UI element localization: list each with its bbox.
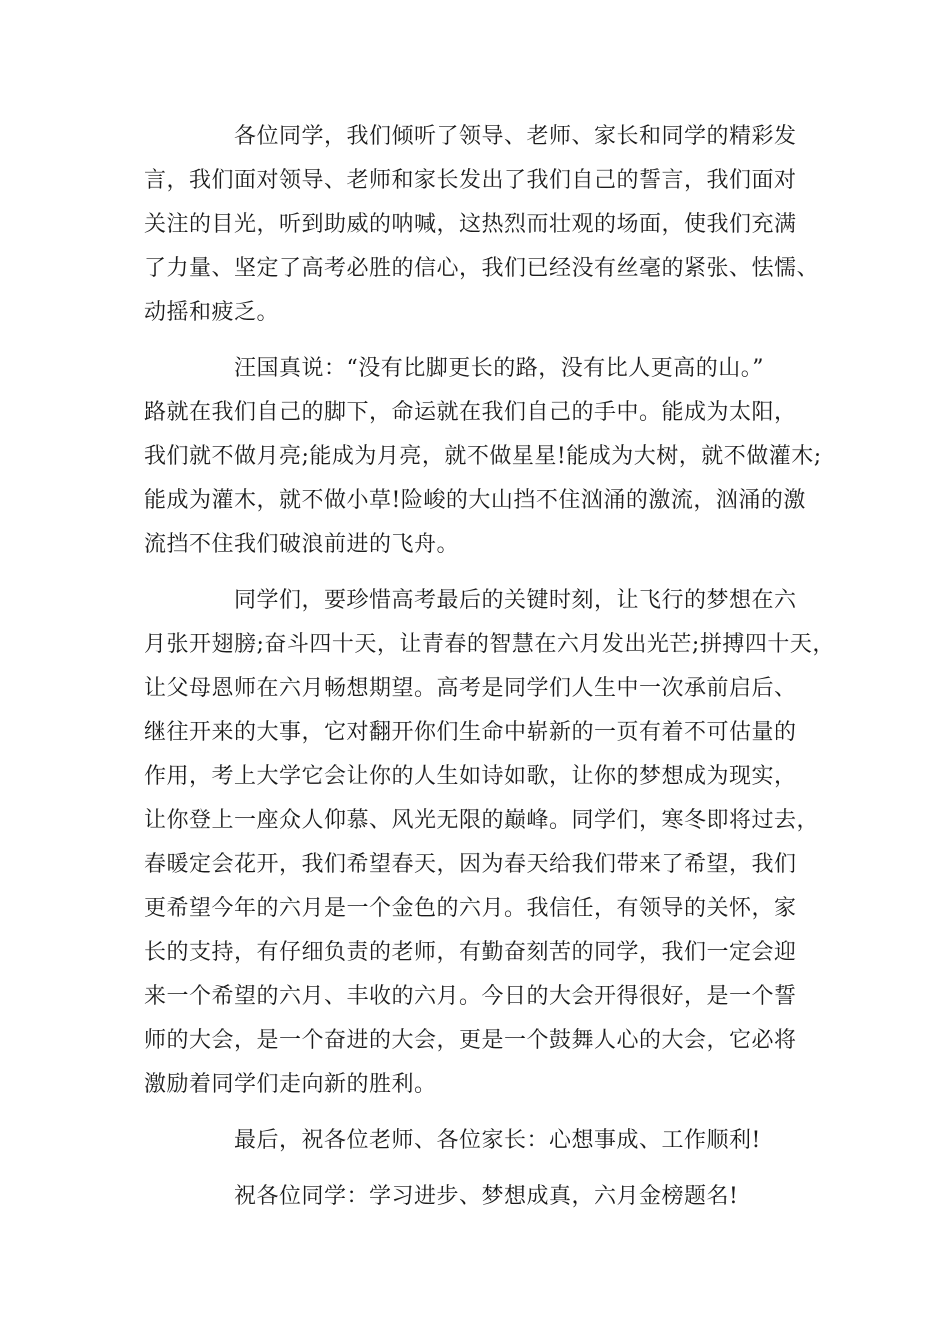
text-line: 继往开来的大事，它对翻开你们生命中崭新的一页有着不可估量的 xyxy=(144,720,797,745)
text-line: 言，我们面对领导、老师和家长发出了我们自己的誓言，我们面对 xyxy=(144,168,797,193)
text-line: 了力量、坚定了高考必胜的信心，我们已经没有丝毫的紧张、怯懦、 xyxy=(144,256,820,281)
text-line: 同学们，要珍惜高考最后的关键时刻，让飞行的梦想在六 xyxy=(234,588,797,613)
text-line: 路就在我们自己的脚下，命运就在我们自己的手中。能成为太阳， xyxy=(144,400,797,425)
text-line: 关注的目光，听到助威的呐喊，这热烈而壮观的场面，使我们充满 xyxy=(144,212,797,237)
text-line: 汪国真说：“没有比脚更长的路，没有比人更高的山。” xyxy=(234,356,764,381)
document-body xyxy=(144,115,834,1231)
text-line: 流挡不住我们破浪前进的飞舟。 xyxy=(144,532,460,557)
text-line: 让你登上一座众人仰慕、风光无限的巅峰。同学们，寒冬即将过去， xyxy=(144,808,820,833)
text-line: 祝各位同学：学习进步、梦想成真，六月金榜题名! xyxy=(234,1184,739,1209)
text-line: 春暖定会花开，我们希望春天，因为春天给我们带来了希望，我们 xyxy=(144,852,797,877)
text-line: 月张开翅膀;奋斗四十天，让青春的智慧在六月发出光芒;拼搏四十天， xyxy=(144,632,835,657)
text-line: 师的大会，是一个奋进的大会，更是一个鼓舞人心的大会，它必将 xyxy=(144,1028,797,1053)
text-line: 最后，祝各位老师、各位家长：心想事成、工作顺利! xyxy=(234,1128,761,1153)
text-line: 激励着同学们走向新的胜利。 xyxy=(144,1072,437,1097)
paragraph-1 xyxy=(144,115,834,335)
text-line: 各位同学，我们倾听了领导、老师、家长和同学的精彩发 xyxy=(234,124,797,149)
text-line: 更希望今年的六月是一个金色的六月。我信任，有领导的关怀，家 xyxy=(144,896,797,921)
text-line: 让父母恩师在六月畅想期望。高考是同学们人生中一次承前启后、 xyxy=(144,676,797,701)
paragraph-2 xyxy=(144,347,834,567)
text-line: 动摇和疲乏。 xyxy=(144,300,280,325)
text-line: 长的支持，有仔细负责的老师，有勤奋刻苦的同学，我们一定会迎 xyxy=(144,940,797,965)
text-line: 作用，考上大学它会让你的人生如诗如歌，让你的梦想成为现实， xyxy=(144,764,797,789)
paragraph-4 xyxy=(144,1119,834,1163)
text-line: 来一个希望的六月、丰收的六月。今日的大会开得很好，是一个誓 xyxy=(144,984,797,1009)
text-line: 我们就不做月亮;能成为月亮，就不做星星!能成为大树，就不做灌木; xyxy=(144,444,822,469)
paragraph-5 xyxy=(144,1175,834,1219)
paragraph-3 xyxy=(144,579,834,1107)
text-line: 能成为灌木，就不做小草!险峻的大山挡不住汹涌的激流，汹涌的激 xyxy=(144,488,806,513)
